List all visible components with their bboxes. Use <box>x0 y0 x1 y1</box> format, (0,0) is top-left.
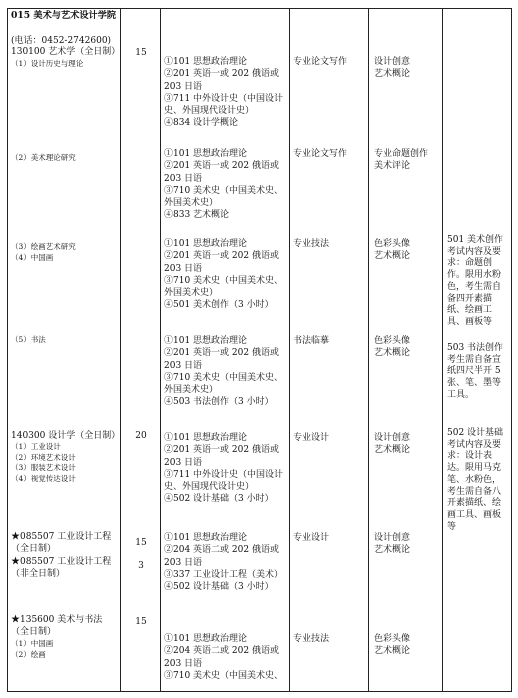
research-direction: （5）书法 <box>11 335 46 344</box>
column-divider <box>160 8 161 692</box>
exam-subjects: ①101 思想政治理论 ②201 英语一或 202 俄语或 203 日语 ③711 中外设计史（中国设计史、外国现代设计史） ④502 设计基础（3 小时） <box>164 433 284 505</box>
equivalent-subjects: 设计创意 艺术概论 <box>374 57 411 80</box>
exam-subjects: ①101 思想政治理论 ②201 英语一或 202 俄语或 203 日语 ③710 美术史（中国美术史、外国美术史） ④501 美术创作（3 小时） <box>164 239 284 311</box>
equivalent-subjects: 色彩头像 艺术概论 <box>374 634 411 657</box>
equivalent-subjects: 设计创意 艺术概论 <box>374 533 411 556</box>
exam-subjects: ①101 思想政治理论 ②201 英语一或 202 俄语或 203 日语 ③710 美术史（中国美术史、外国美术史） ④503 书法创作（3 小时） <box>164 336 284 408</box>
research-direction: （1）工业设计 （2）环境艺术设计 （3）服装艺术设计 （4）视觉传达设计 <box>11 442 76 483</box>
column-divider <box>120 8 121 692</box>
enrollment-quota: 20 <box>135 431 147 441</box>
major-name: 140300 设计学（全日制） <box>11 431 121 441</box>
column-divider <box>368 8 369 692</box>
equivalent-subjects: 设计创意 艺术概论 <box>374 433 411 456</box>
major-name: ★135600 美术与书法（全日制） <box>11 615 103 638</box>
exam-subjects: ①101 思想政治理论 ②201 英语一或 202 俄语或 203 日语 ③710 美术史（中国美术史、外国美术史） ④833 艺术概论 <box>164 149 284 221</box>
exam-subjects: ①101 思想政治理论 ②201 英语一或 202 俄语或 203 日语 ③711 中外设计史（中国设计史、外国现代设计史） ④834 设计学概论 <box>164 57 284 129</box>
major-name: 130100 艺术学（全日制） <box>11 47 121 57</box>
exam-notes: 501 美术创作考试内容及要求：命题创作。限用水粉色，考生需自备四开素描纸、绘画工具、画板等 <box>447 235 504 327</box>
enrollment-quota: 15 <box>135 617 147 627</box>
exam-subjects: ①101 思想政治理论 ②204 英语二或 202 俄语或 203 日语 ③710 美术史（中国美术史、 <box>164 634 284 681</box>
enrollment-quota: 15 3 <box>135 538 147 571</box>
research-direction: （1）设计历史与理论 <box>11 59 84 68</box>
research-direction: （3）绘画艺术研究 （4）中国画 <box>11 242 76 262</box>
column-divider <box>289 8 290 692</box>
equivalent-subjects: 色彩头像 艺术概论 <box>374 336 411 359</box>
major-name: ★085507 工业设计工程（全日制） ★085507 工业设计工程（非全日制） <box>11 532 112 579</box>
exam-notes: 502 设计基础考试内容及要求：设计表达。限用马克笔、水粉色，考生需自备八开素描纸、绘画工具、画板等 <box>447 428 504 532</box>
retest-subject: 专业论文写作 <box>293 149 348 159</box>
research-direction: （2）美术理论研究 <box>11 153 76 162</box>
research-direction: （1）中国画 （2）绘画 <box>11 639 54 659</box>
equivalent-subjects: 色彩头像 艺术概论 <box>374 239 411 262</box>
college-title: 015 美术与艺术设计学院 <box>11 10 117 21</box>
retest-subject: 专业技法 <box>293 239 330 249</box>
retest-subject: 专业论文写作 <box>293 57 348 67</box>
exam-subjects: ①101 思想政治理论 ②204 英语二或 202 俄语或 203 日语 ③337 工业设计工程（美术） ④502 设计基础（3 小时） <box>164 533 284 593</box>
retest-subject: 专业设计 <box>293 533 330 543</box>
retest-subject: 专业技法 <box>293 634 330 644</box>
column-divider <box>442 8 443 692</box>
retest-subject: 专业设计 <box>293 433 330 443</box>
enrollment-quota: 15 <box>135 48 147 58</box>
college-phone: (电话：0452-2742600) <box>11 36 112 46</box>
exam-notes: 503 书法创作考生需自备宣纸四尺半开 5张、笔、墨等工具。 <box>447 343 504 400</box>
retest-subject: 书法临摹 <box>293 336 330 346</box>
equivalent-subjects: 专业命题创作 美术评论 <box>374 149 429 172</box>
